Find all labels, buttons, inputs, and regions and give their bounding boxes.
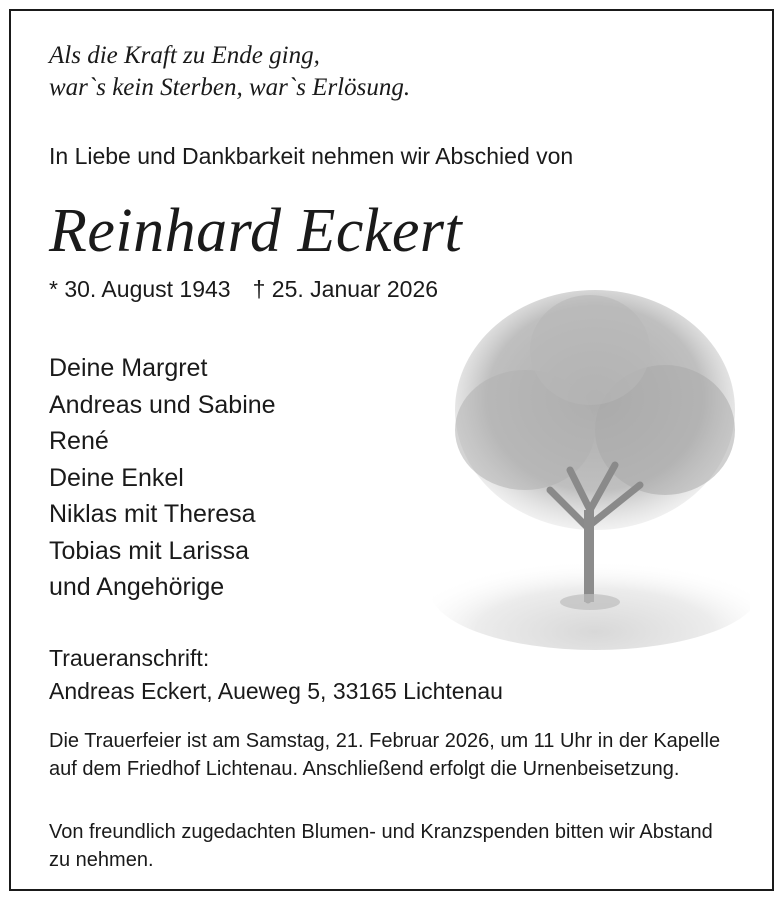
birth-date: * 30. August 1943 bbox=[49, 276, 231, 302]
address-value: Andreas Eckert, Aueweg 5, 33165 Lichtenau bbox=[49, 678, 503, 704]
deceased-name: Reinhard Eckert bbox=[49, 197, 463, 265]
family-list bbox=[49, 350, 276, 606]
flowers-note: Von freundlich zugedachten Blumen- und Kranzspenden bitten wir Abstand zu nehmen. bbox=[49, 821, 713, 871]
death-date: † 25. Januar 2026 bbox=[252, 276, 439, 302]
ceremony-text: Die Trauerfeier ist am Samstag, 21. Februar 2026, um 11 Uhr in der Kapelle auf dem Friedhof Lichtenau. Anschließend erfolgt die Urnenbeisetzung. bbox=[49, 730, 721, 780]
family-member: René bbox=[49, 427, 109, 455]
verse bbox=[49, 40, 410, 104]
life-dates bbox=[49, 276, 438, 303]
verse-line-2: war`s kein Sterben, war`s Erlösung. bbox=[49, 74, 411, 101]
family-member: Tobias mit Larissa bbox=[49, 536, 250, 565]
family-member: Niklas mit Theresa bbox=[49, 500, 256, 528]
family-member: Deine Enkel bbox=[49, 463, 184, 492]
family-member: und Angehörige bbox=[49, 573, 225, 601]
verse-line-1: Als die Kraft zu Ende ging, bbox=[49, 42, 320, 69]
address-label: Traueranschrift: bbox=[49, 645, 210, 671]
family-member: Andreas und Sabine bbox=[49, 390, 276, 419]
tree-illustration-icon bbox=[430, 280, 750, 655]
family-member: Deine Margret bbox=[49, 354, 208, 382]
intro-text: In Liebe und Dankbarkeit nehmen wir Abschied von bbox=[49, 143, 574, 169]
